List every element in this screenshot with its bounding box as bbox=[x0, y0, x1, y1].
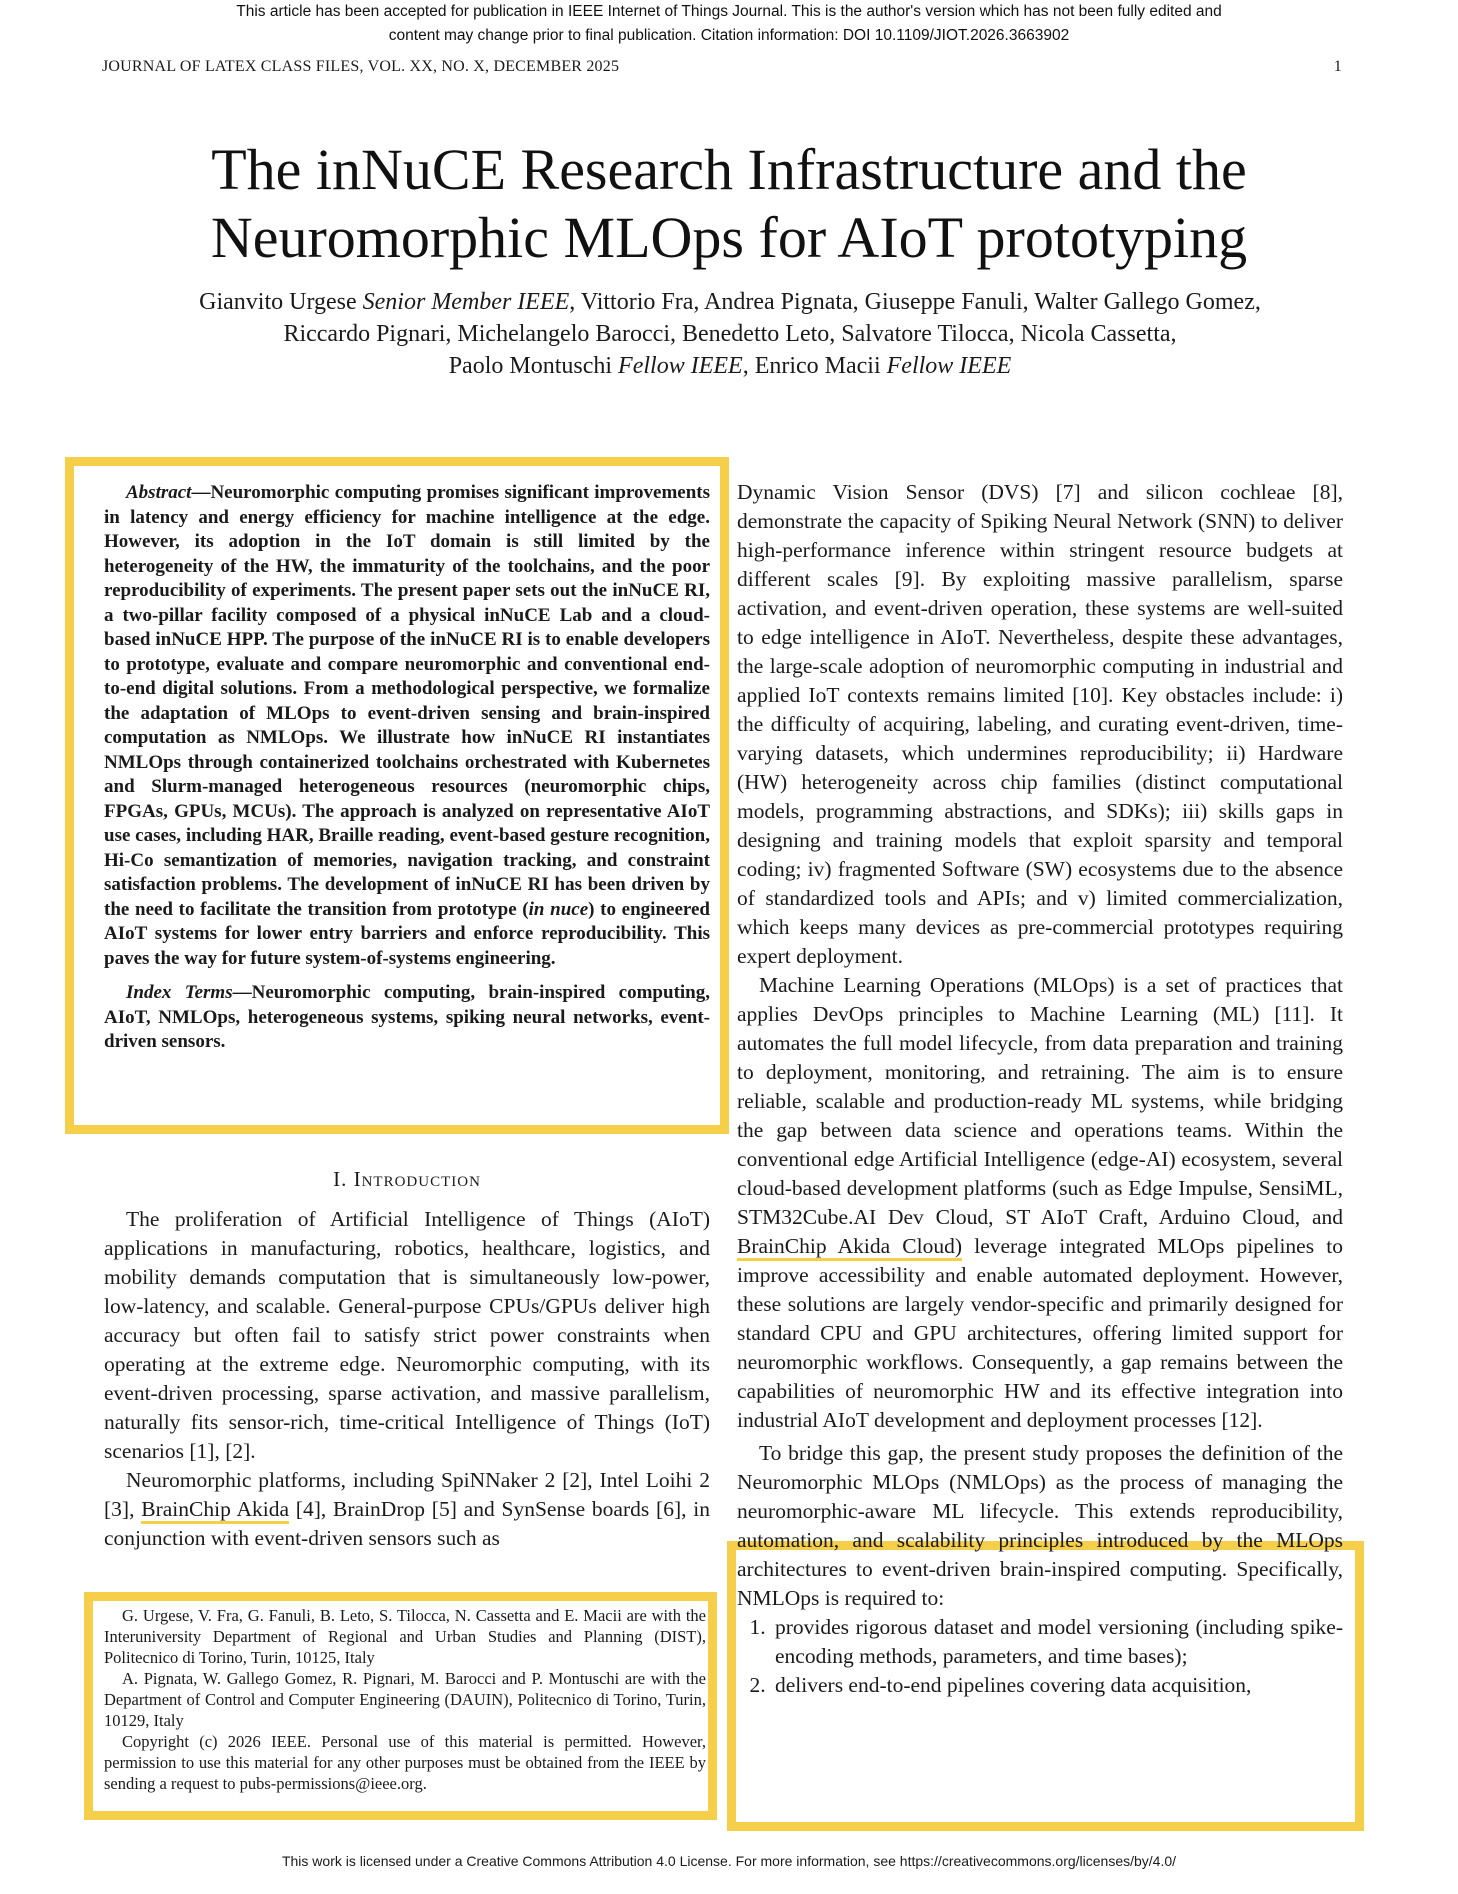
list-item: 1. provides rigorous dataset and model versioning (including spike-encoding methods, parameters, and time bases); bbox=[771, 1613, 1343, 1671]
paper-title bbox=[0, 136, 1458, 272]
abstract-label: Abstract bbox=[126, 482, 192, 503]
author-text: , Enrico Macii bbox=[742, 353, 887, 379]
page-number: 1 bbox=[1333, 58, 1342, 75]
footnote-copyright: Copyright (c) 2026 IEEE. Personal use of this material is permitted. However, permission to use this material for any other purposes must be obtained from the IEEE by sending a request to pubs-permissions@ieee.org. bbox=[104, 1732, 706, 1793]
authors-line-3 bbox=[80, 350, 1380, 382]
journal-name: JOURNAL OF LATEX CLASS FILES, VOL. XX, NO. X, DECEMBER 2025 bbox=[102, 58, 620, 75]
banner-line-2: content may change prior to final publication. Citation information: DOI 10.1109/JIOT.2026.3663902 bbox=[388, 27, 1070, 44]
intro-paragraph-2 bbox=[104, 1466, 710, 1553]
author-affiliations-footnote bbox=[104, 1605, 706, 1794]
section-title: Introduction bbox=[353, 1167, 481, 1191]
author-title: Senior Member IEEE bbox=[362, 289, 570, 315]
author-list bbox=[80, 286, 1380, 382]
abstract-text: —Neuromorphic computing promises significant improvements in latency and energy efficiency for machine intelligence at the edge. However, its adoption in the IoT domain is still limited by the heterogeneity of the HW, the immaturity of the toolchains, and the poor reproducibility of experiments. The present paper sets out the inNuCE RI, a two-pillar facility composed of a physical inNuCE Lab and a cloud-based inNuCE HPP. The purpose of the inNuCE RI is to enable developers to prototype, evaluate and compare neuromorphic and conventional end-to-end digital solutions. From a methodological perspective, we formalize the adaptation of MLOps to event-driven sensing and brain-inspired computation as NMLOps. We illustrate how inNuCE RI instantiates NMLOps through containerized toolchains orchestrated with Kubernetes and Slurm-managed heterogeneous resources (neuromorphic chips, FPGAs, GPUs, MCUs). The approach is analyzed on representative AIoT use cases, including HAR, Braille reading, event-based gesture recognition, Hi-Co semantization of memories, navigation tracking, and constraint satisfaction problems. The development of inNuCE RI has been driven by the need to facilitate the transition from prototype ( bbox=[104, 482, 710, 920]
authors-line-1 bbox=[80, 286, 1380, 318]
author-text: Paolo Montuschi bbox=[448, 353, 619, 379]
author-text: Gianvito Urgese bbox=[199, 289, 363, 315]
intro-left-column bbox=[104, 1205, 710, 1553]
author-title: Fellow IEEE bbox=[886, 353, 1012, 379]
abstract bbox=[104, 481, 710, 1055]
section-number: I. bbox=[333, 1167, 354, 1191]
banner-line-1: This article has been accepted for publication in IEEE Internet of Things Journal. This is the author's version which has not been fully edited and bbox=[236, 3, 1222, 20]
right-paragraph-1: Dynamic Vision Sensor (DVS) [7] and silicon cochleae [8], demonstrate the capacity of Spiking Neural Network (SNN) to deliver high-performance inference within stringent resource budgets at different scales [9]. By exploiting massive parallelism, sparse activation, and event-driven operation, these systems are well-suited to edge intelligence in AIoT. Nevertheless, despite these advantages, the large-scale adoption of neuromorphic computing in industrial and applied IoT contexts remains limited [10]. Key obstacles include: i) the difficulty of acquiring, labeling, and curating event-driven, time-varying datasets, which undermines reproducibility; ii) Hardware (HW) heterogeneity across chip families (distinct computational models, programming abstractions, and SDKs); iii) skills gaps in designing and training models that exploit sparsity and temporal coding; iv) fragmented Software (SW) ecosystems due to the absence of standardized tools and APIs; and v) limited commercialization, which keeps many devices as pre-commercial prototypes requiring expert deployment. bbox=[737, 480, 1343, 968]
publication-banner bbox=[0, 0, 1458, 48]
highlighted-term: BrainChip Akida bbox=[141, 1497, 289, 1524]
intro-text: [4], BrainDrop [5] and SynSense boards [6], in conjunction with event-driven sensors such as bbox=[104, 1497, 711, 1550]
abstract-text: ) to engineered AIoT systems for lower entry barriers and enforce reproducibility. This paves the way for future system-of-systems engineering. bbox=[104, 898, 710, 969]
highlighted-term: BrainChip Akida Cloud) bbox=[737, 1234, 962, 1261]
right-paragraph-2 bbox=[737, 971, 1343, 1435]
footnote-paragraph-2: A. Pignata, W. Gallego Gomez, R. Pignari, M. Barocci and P. Montuschi are with the Department of Control and Computer Engineering (DAUIN), Politecnico di Torino, Turin, 10129, Italy bbox=[104, 1669, 706, 1730]
title-line-2: Neuromorphic MLOps for AIoT prototyping bbox=[210, 205, 1248, 270]
abstract-paragraph bbox=[104, 481, 710, 971]
running-head bbox=[102, 58, 1352, 76]
index-terms bbox=[104, 981, 710, 1055]
section-heading bbox=[104, 1167, 710, 1192]
license-footer: This work is licensed under a Creative Commons Attribution 4.0 License. For more information, see https://creativecommons.org/licenses/by/4.0/ bbox=[281, 1853, 1177, 1869]
right-text: Machine Learning Operations (MLOps) is a set of practices that applies DevOps principles to Machine Learning (ML) [11]. It automates the full model lifecycle, from data preparation and training to deployment, monitoring, and retraining. The aim is to ensure reliable, scalable and production-ready ML systems, while bridging the gap between data science and operations teams. Within the conventional edge Artificial Intelligence (edge-AI) ecosystem, several cloud-based development platforms (such as Edge Impulse, SensiML, STM32Cube.AI Dev Cloud, ST AIoT Craft, Arduino Cloud, and bbox=[737, 973, 1343, 1229]
intro-paragraph-1: The proliferation of Artificial Intelligence of Things (AIoT) applications in manufacturing, robotics, healthcare, logistics, and mobility demands computation that is simultaneously low-power, low-latency, and scalable. General-purpose CPUs/GPUs deliver high accuracy but often fail to satisfy strict power constraints when operating at the extreme edge. Neuromorphic computing, with its event-driven processing, sparse activation, and massive parallelism, naturally fits sensor-rich, time-critical Intelligence of Things (IoT) scenarios [1], [2]. bbox=[104, 1207, 710, 1463]
list-item: 2. delivers end-to-end pipelines covering data acquisition, bbox=[771, 1671, 1343, 1700]
index-terms-label: Index Terms bbox=[126, 982, 233, 1003]
author-text: , Vittorio Fra, Andrea Pignata, Giuseppe Fanuli, Walter Gallego Gomez, bbox=[569, 289, 1261, 315]
footnote-paragraph-1: G. Urgese, V. Fra, G. Fanuli, B. Leto, S. Tilocca, N. Cassetta and E. Macii are with the Interuniversity Department of Regional and Urban Studies and Planning (DIST), Politecnico di Torino, Turin, 10125, Italy bbox=[104, 1606, 706, 1667]
title-line-1: The inNuCE Research Infrastructure and the bbox=[211, 137, 1247, 202]
nmlops-requirements-list bbox=[737, 1613, 1343, 1700]
right-text: leverage integrated MLOps pipelines to improve accessibility and enable automated deployment. However, these solutions are largely vendor-specific and primarily designed for standard CPU and GPU architectures, offering limited support for neuromorphic workflows. Consequently, a gap remains between the capabilities of neuromorphic HW and its effective integration into industrial AIoT development and deployment processes [12]. bbox=[737, 1234, 1343, 1432]
right-column bbox=[737, 478, 1343, 1700]
right-paragraph-3: To bridge this gap, the present study proposes the definition of the Neuromorphic MLOps (NMLOps) as the process of managing the neuromorphic-aware ML lifecycle. This extends reproducibility, automation, and scalability principles introduced by the MLOps architectures to event-driven brain-inspired computing. Specifically, NMLOps is required to: bbox=[737, 1441, 1343, 1610]
authors-line-2: Riccardo Pignari, Michelangelo Barocci, Benedetto Leto, Salvatore Tilocca, Nicola Cassetta, bbox=[283, 321, 1177, 347]
index-terms-text: —Neuromorphic computing, brain-inspired computing, AIoT, NMLOps, heterogeneous systems, spiking neural networks, event-driven sensors. bbox=[104, 982, 710, 1052]
intro-text: Neuromorphic platforms, including SpiNNaker 2 [2], Intel Loihi 2 [3], bbox=[104, 1468, 710, 1521]
author-title: Fellow IEEE bbox=[618, 353, 743, 379]
abstract-emphasis: in nuce bbox=[528, 898, 589, 920]
